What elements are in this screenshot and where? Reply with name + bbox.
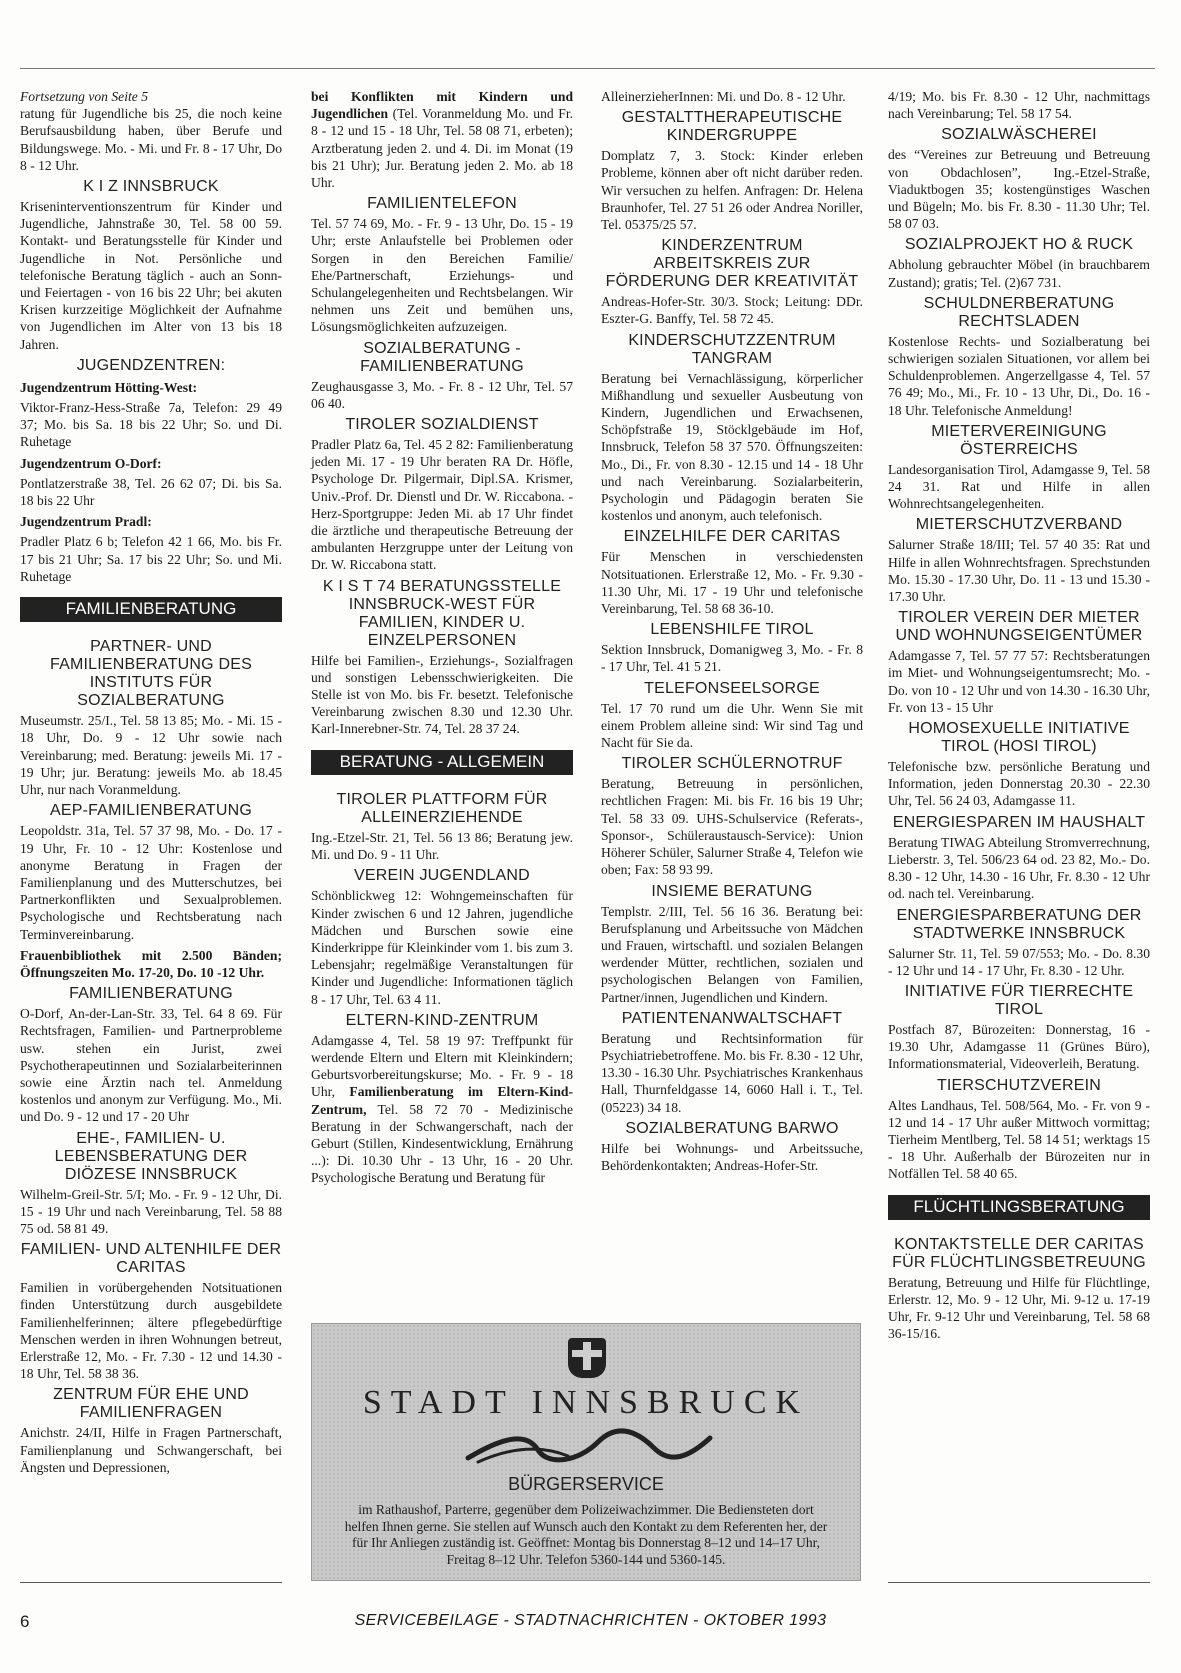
article-text: Beratung bei Vernachlässigung, körperlicher Mißhandlung und sexueller Ausbeutung von Kindern, Jugendlichen und Erwachsenen, Schöpfstraße 19, Stöcklgebäude im Hof, Innsbruck, Telefon 58 37 570. Öffnungszeiten: Mo., Di., Fr. von 8.30 - 12.15 und 14 - 18 Uhr und nach Vereinbarung. Sozialarbeiterin, Psychologin und Pädagogin beraten Sie kostenlos und anonym, auch telefonisch. <box>601 370 863 524</box>
article-text: Beratung, Betreuung und Hilfe für Flüchtlinge, Erlerstr. 12, Mo. 9 - 12 Uhr, Mi. 9-12 u. 17-19 Uhr, Fr. 9-12 Uhr und Vereinbarung, Tel. 58 68 36-15/16. <box>888 1274 1150 1342</box>
article-text: Landesorganisation Tirol, Adamgasse 9, Tel. 58 24 31. Rat und Hilfe in allen Wohnrechtsangelegenheiten. <box>888 461 1150 512</box>
article-text: des “Vereines zur Betreuung und Betreuung von Obdachlosen”, Ing.-Etzel-Straße, Viaduktbogen 35; kostengünstiges Waschen und Bügeln; Mo. bis Fr. 8.30 - 11.30 Uhr; Tel. 58 07 03. <box>888 147 1150 232</box>
section-heading: FAMILIENBERATUNG <box>69 985 233 1003</box>
section-heading: K I Z INNSBRUCK <box>83 178 219 196</box>
section-heading: ZENTRUM FÜR EHE UND FAMILIENFRAGEN <box>53 1386 249 1422</box>
article-text: (Tel. Voranmeldung Mo. und Fr. 8 - 12 und 15 - 18 Uhr, Tel. 58 08 71, erbeten); Arztberatung jeden 2. und 4. Di. im Monat (19 bis 21 Uhr); Jur. Beratung jeden 2. Mo. ab 18 Uhr. <box>311 106 573 191</box>
section-heading: TELEFONSEELSORGE <box>644 679 820 697</box>
section-heading: INITIATIVE FÜR TIERRECHTE TIROL <box>904 982 1134 1018</box>
article-text: Adamgasse 7, Tel. 57 77 57: Rechtsberatungen im Miet- und Wohnungseigentumsrecht; Mo. - Do. von 10 - 12 Uhr und von 14.30 - 16.30 Uhr, Fr. von 13 - 15 Uhr <box>888 648 1150 715</box>
section-heading: JUGENDZENTREN: <box>76 356 226 374</box>
section-heading: ELTERN-KIND-ZENTRUM <box>345 1011 539 1029</box>
buergerservice-ad <box>311 1323 861 1581</box>
article-text: Salurner Str. 11, Tel. 59 07/553; Mo. - Do. 8.30 - 12 Uhr und 14 - 17 Uhr, Fr. 8.30 - 12 Uhr. <box>888 945 1150 978</box>
article-text: Pradler Platz 6a, Tel. 45 2 82: Familienberatung jeden Mi. 17 - 19 Uhr beraten RA Dr. Höfle, Psychologe Dr. Pilgermair, Dipl.SA. Krismer, Univ.-Prof. Dr. Dienstl und Dr. W. Riccabona. - Herz-Sportgruppe: Jeden Mi. ab 17 Uhr findet die ärztliche und therapeutische Betreuung der ambulanten Herzgruppe unter der Leitung von Dr. W. Riccabona statt. <box>311 437 573 573</box>
section-heading: SOZIALBERATUNG - FAMILIENBERATUNG <box>360 339 524 375</box>
category-banner: FLÜCHTLINGSBERATUNG <box>888 1195 1150 1220</box>
article-text: Für Menschen in verschiedensten Notsituationen. Erlerstraße 12, Mo. - Fr. 9.30 - 11.30 Uhr, Mi. 17 - 19 Uhr und telefonische Vereinbarung, Tel. 58 68 36-10. <box>601 549 863 617</box>
column-4 <box>888 88 1150 1346</box>
article-text: Pontlatzerstraße 38, Tel. 26 62 07; Di. bis Sa. 18 bis 22 Uhr <box>20 475 282 509</box>
section-heading: KONTAKTSTELLE DER CARITAS FÜR FLÜCHTLINGSBETREUUNG <box>892 1235 1146 1271</box>
article-text: AlleinerzieherInnen: Mi. und Do. 8 - 12 Uhr. <box>601 89 846 104</box>
section-heading: EHE-, FAMILIEN- U. LEBENSBERATUNG DER DIÖZESE INNSBRUCK <box>54 1129 248 1183</box>
article-text: Beratung, Betreuung in persönlichen, rechtlichen Fragen: Mi. bis Fr. 16 bis 19 Uhr; Tel. 58 33 09. UHS-Schulservice (Referats-, Sponsor-, Schüleraustausch-Service): Union Höherer Schüler, Salurner Straße 4, Telefon wie oben; Fax: 58 93 99. <box>601 776 863 878</box>
section-heading: GESTALTTHERAPEUTISCHE KINDERGRUPPE <box>621 109 843 145</box>
bold-phrase: Familienberatung im Eltern-Kind-Zentrum, <box>311 1084 573 1117</box>
article-text: Kriseninterventionszentrum für Kinder und Jugendliche, Jahnstraße 30, Tel. 58 00 59. Kontakt- und Beratungsstelle für Kinder und Jugendliche in Not. Persönliche und telefonische Beratung täglich - auch an Sonn- und Feiertagen - von 16 bis 22 Uhr; bei akuten Krisen kurzzeitige Möglichkeit der Aufnahme von Jugendlichen im Alter von 13 bis 18 Jahren. <box>20 199 282 352</box>
section-heading: TIROLER SCHÜLERNOTRUF <box>621 755 843 773</box>
article-text: Beratung und Rechtsinformation für Psychiatriebetroffene. Mo. bis Fr. 8.30 - 12 Uhr, 13.30 - 16.30 Uhr. Psychiatrisches Krankenhaus Hall, Thurnfeldgasse 14, 6060 Hall i. T., Tel. (05223) 34 18. <box>601 1030 864 1115</box>
bold-note: Frauenbibliothek mit 2.500 Bänden; Öffnungszeiten Mo. 17-20, Do. 10 -12 Uhr. <box>20 947 282 980</box>
article-text: 4/19; Mo. bis Fr. 8.30 - 12 Uhr, nachmittags nach Vereinbarung; Tel. 58 17 54. <box>888 89 1150 122</box>
column-1 <box>20 88 282 1479</box>
bottom-rule <box>20 1582 282 1583</box>
article-text: Altes Landhaus, Tel. 508/564, Mo. - Fr. von 9 - 12 und 14 - 17 Uhr außer Mittwoch vormittag; Tierheim Mentlberg, Tel. 58 14 51; werktags 15 - 18 Uhr. Außerhalb der Bürozeiten nur in Notfällen Tel. 58 40 65. <box>888 1097 1150 1182</box>
section-heading: SOZIALBERATUNG BARWO <box>625 1119 839 1137</box>
article-text: Viktor-Franz-Hess-Straße 7a, Telefon: 29 49 37; Mo. bis Sa. 18 bis 22 Uhr; So. und Di. Ruhetage <box>20 400 282 450</box>
article-text: Beratung TIWAG Abteilung Stromverrechnung, Lieberstr. 3, Tel. 506/23 64 od. 23 82, Mo.- Do. 8.30 - 12 Uhr, 14.30 - 16 Uhr, Fr. 8.30 - 12 Uhr od. nach tel. Vereinbarung. <box>888 834 1150 902</box>
city-crest-icon <box>568 1338 606 1378</box>
article-text <box>311 1032 573 1187</box>
section-heading: K I S T 74 BERATUNGSSTELLE INNSBRUCK-WEST FÜR FAMILIEN, KINDER U. EINZELPERSONEN <box>322 577 562 649</box>
article-text: Pradler Platz 6 b; Telefon 42 1 66, Mo. bis Fr. 17 bis 21 Uhr; Sa. 17 bis 22 Uhr; So. und Mi. Ruhetage <box>20 534 282 584</box>
subheading: Jugendzentrum Pradl: <box>20 514 152 530</box>
section-heading: SCHULDNERBERATUNG RECHTSLADEN <box>923 294 1115 330</box>
article-text: Sektion Innsbruck, Domanigweg 3, Mo. - Fr. 8 - 17 Uhr, Tel. 41 5 21. <box>601 642 863 675</box>
section-heading: KINDERZENTRUM ARBEITSKREIS ZUR FÖRDERUNG DER KREATIVITÄT <box>605 237 859 291</box>
section-heading: TIROLER VEREIN DER MIETER UND WOHNUNGSEIGENTÜMER <box>895 609 1143 645</box>
article-text: Tel. 58 72 70 - Medizinische Beratung in der Schwangerschaft, nach der Geburt (Stillen, Kindesentwicklung, Ernährung ...): Di. 10.30 Uhr - 13 Uhr, 16 - 20 Uhr. Psychologische Beratung und Beratung für <box>311 1101 573 1186</box>
section-heading: MIETERVEREINIGUNG ÖSTERREICHS <box>931 422 1107 458</box>
article-text: Wilhelm-Greil-Str. 5/I; Mo. - Fr. 9 - 12 Uhr, Di. 15 - 19 Uhr und nach Vereinbarung, Tel. 58 88 75 od. 58 81 49. <box>20 1186 282 1236</box>
section-heading: SOZIALWÄSCHEREI <box>941 126 1097 144</box>
article-text: Templstr. 2/III, Tel. 56 16 36. Beratung bei: Berufsplanung und Arbeitssuche von Mädchen und Frauen, wirtschaftl. und sozialen Belangen werdender Mütter, rechtlichen, sozialen und psychologischen Belangen von Familien, Partner/innen, Jugendlichen und Kindern. <box>601 903 863 1005</box>
article-text: Tel. 57 74 69, Mo. - Fr. 9 - 13 Uhr, Do. 15 - 19 Uhr; erste Anlaufstelle bei Problemen oder Sorgen in den Bereichen Familie/ Ehe/Partnerschaft, Erziehungs- und Schulangelegenheiten und Rechtsbelangen. Wir nehmen uns Zeit und bemühen uns, Lösungsmöglichkeiten aufzuzeigen. <box>311 216 573 335</box>
section-heading: ENERGIESPAREN IM HAUSHALT <box>892 813 1146 831</box>
bold-phrase: bei Konflikten mit Kindern und Jugendlichen <box>311 89 573 122</box>
column-2 <box>311 88 573 1190</box>
article-text: Domplatz 7, 3. Stock: Kinder erleben Probleme, können aber oft nicht darüber reden. Wir versuchen zu helfen. Anfragen: Dr. Helena Braunhofer, Tel. 27 51 26 oder Andrea Noriller, Tel. 05375/25 57. <box>601 148 863 233</box>
article-text: Andreas-Hofer-Str. 30/3. Stock; Leitung: DDr. Eszter-G. Banffy, Tel. 58 72 45. <box>601 294 863 327</box>
footer-title: SERVICEBEILAGE - STADTNACHRICHTEN - OKTOBER 1993 <box>354 1612 827 1629</box>
section-heading: LEBENSHILFE TIROL <box>650 621 814 639</box>
section-heading: PATIENTENANWALTSCHAFT <box>621 1009 843 1027</box>
section-heading: VEREIN JUGENDLAND <box>354 867 530 885</box>
article-text: Schönblickweg 12: Wohngemeinschaften für Kinder zwischen 6 und 12 Jahren, jugendliche Mädchen und Burschen sowie eine Kinderkrippe für Kleinkinder vom 1. bis zum 3. Lebensjahr; regelmäßige Veranstaltungen für Kinder und Jugendliche: Informationen täglich 8 - 17 Uhr, Tel. 63 4 11. <box>311 888 573 1007</box>
section-heading: HOMOSEXUELLE INITIATIVE TIROL (HOSI TIROL) <box>908 720 1130 756</box>
article-text: Ing.-Etzel-Str. 21, Tel. 56 13 86; Beratung jew. Mi. und Do. 9 - 11 Uhr. <box>311 829 573 863</box>
wave-logo-icon <box>458 1428 718 1466</box>
section-heading: AEP-FAMILIENBERATUNG <box>50 802 252 820</box>
column-3 <box>601 88 863 1177</box>
article-text: Hilfe bei Wohnungs- und Arbeitssuche, Behördenkontakten; Andreas-Hofer-Str. <box>601 1140 863 1173</box>
article-text: Museumstr. 25/I., Tel. 58 13 85; Mo. - Mi. 15 - 18 Uhr, Do. 9 - 12 Uhr sowie nach Vereinbarung; med. Beratung: jeweils Mi. 17 - 19 Uhr; jur. Beratung: jeweils Mo. ab 18.45 Uhr, nur nach Voranmeldung. <box>20 713 282 798</box>
section-heading: KINDERSCHUTZZENTRUM TANGRAM <box>628 331 836 367</box>
section-heading: EINZELHILFE DER CARITAS <box>623 528 841 546</box>
section-heading: INSIEME BERATUNG <box>651 882 813 900</box>
article-text: Zeughausgasse 3, Mo. - Fr. 8 - 12 Uhr, Tel. 57 06 40. <box>311 378 573 411</box>
section-heading: PARTNER- UND FAMILIENBERATUNG DES INSTITUTS FÜR SOZIALBERATUNG <box>50 638 252 710</box>
bottom-rule <box>888 1582 1150 1583</box>
article-text: O-Dorf, An-der-Lan-Str. 33, Tel. 64 8 69. Für Rechtsfragen, Familien- und Partnerprobleme usw. stehen ein Jurist, zwei Psychotherapeutinnen und Sozialarbeiterinnen sowie eine Ärztin nach tel. Anmeldung kostenlos und anonym zur Verfügung. Mo., Mi. und Do. 9 - 12 und 17 - 20 Uhr <box>20 1006 282 1125</box>
ad-city-name: STADT INNSBRUCK <box>362 1384 810 1421</box>
subheading: Jugendzentrum Hötting-West: <box>20 379 198 395</box>
article-text: Leopoldstr. 31a, Tel. 57 37 98, Mo. - Do. 17 - 19 Uhr, Fr. 10 - 12 Uhr: Kostenlose und anonyme Beratung in Fragen der Familienplanung und des Mutterschutzes, bei Partnerkonflikten und Sexualproblemen. Psychologische und Rechtsberatung nach Terminvereinbarung. <box>20 823 282 942</box>
section-heading: FAMILIENTELEFON <box>367 195 517 213</box>
article-text: Tel. 17 70 rund um die Uhr. Wenn Sie mit einem Problem alleine sind: Wir sind Tag und Nacht für Sie da. <box>601 700 863 751</box>
article-text: Familien in vorübergehenden Notsituationen finden Unterstützung durch ausgebildete Familienhelferinnen; ältere pflegebedürftige Menschen werden in ihren Wohnungen betreut, Erlerstraße 12, Mo. - Fr. 7.30 - 12 und 14.30 - 18 Uhr, Tel. 58 38 36. <box>20 1280 282 1382</box>
article-text: Postfach 87, Bürozeiten: Donnerstag, 16 - 19.30 Uhr, Adamgasse 11 (Grünes Büro), Informationsmaterial, Videoverleih, Beratung. <box>888 1021 1150 1072</box>
subheading: Jugendzentrum O-Dorf: <box>20 455 162 471</box>
category-banner: FAMILIENBERATUNG <box>20 597 282 622</box>
article-text <box>311 88 573 191</box>
section-heading: ENERGIESPARBERATUNG DER STADTWERKE INNSBRUCK <box>896 906 1142 942</box>
article-text: Salurner Straße 18/III; Tel. 57 40 35: Rat und Hilfe in allen Wohnrechtsfragen. Sprechstunden Mo. 15.30 - 17.30 Uhr, Do. 11 - 13 und 15.30 - 17.30 Uhr. <box>888 537 1150 605</box>
article-text: Abholung gebrauchter Möbel (in brauchbarem Zustand); gratis; Tel. (2)67 731. <box>888 257 1150 290</box>
section-heading: TIERSCHUTZVEREIN <box>936 1076 1102 1094</box>
ad-title: BÜRGERSERVICE <box>508 1474 664 1494</box>
article-text: Telefonische bzw. persönliche Beratung und Information, jeden Donnerstag 20.30 - 22.30 Uhr, Tel. 56 24 03, Adamgasse 11. <box>888 759 1150 809</box>
section-heading: TIROLER SOZIALDIENST <box>345 416 539 434</box>
article-text: Kostenlose Rechts- und Sozialberatung bei schwierigen sozialen Situationen, vor allem bei Schuldenproblemen. Angerzellgasse 4, Tel. 57 76 49; Mo., Mi., Fr. 10 - 13 Uhr, Di., Do. 16 - 18 Uhr. Telefonische Anmeldung! <box>888 333 1150 418</box>
section-heading: SOZIALPROJEKT HO & RUCK <box>904 236 1134 254</box>
section-heading: MIETERSCHUTZVERBAND <box>915 516 1123 534</box>
article-text: Hilfe bei Familien-, Erziehungs-, Sozialfragen und sonstigen Lebensschwierigkeiten. Die Stelle ist von Mo. bis Fr. besetzt. Telefonische Vereinbarung zwischen 8.30 und 12.30 Uhr. Karl-Innerebner-Str. 74, Tel. 28 37 24. <box>311 652 573 737</box>
article-text: Adamgasse 4, Tel. 58 19 97: Treffpunkt für werdende Eltern und Eltern mit Kleinkindern; Geburtsvorbereitungskurse; Mo. - Fr. 9 - 18 Uhr, <box>311 1032 573 1100</box>
continuation-label: Fortsetzung von Seite 5 <box>20 89 148 104</box>
ad-text: im Rathaushof, Parterre, gegenüber dem Polizeiwachzimmer. Die Bediensteten dort helfen Ihnen gerne. Sie stellen auf Wunsch auch den Kontakt zu dem Referenten her, der für Ihr Anliegen zuständig ist. Geöffnet: Montag bis Donnerstag 8–12 und 14–17 Uhr, Freitag 8–12 Uhr. Telefon 5360-144 und 5360-145. <box>344 1502 828 1567</box>
section-heading: TIROLER PLATTFORM FÜR ALLEINERZIEHENDE <box>336 790 548 826</box>
section-heading: FAMILIEN- UND ALTENHILFE DER CARITAS <box>20 1241 282 1277</box>
page-number: 6 <box>20 1612 30 1631</box>
category-banner: BERATUNG - ALLGEMEIN <box>311 750 573 775</box>
top-rule <box>20 68 1155 69</box>
article-text: Anichstr. 24/II, Hilfe in Fragen Partnerschaft, Familienplanung und Schwangerschaft, bei Ängsten und Depressionen, <box>20 1425 282 1475</box>
article-text: ratung für Jugendliche bis 25, die noch keine Berufsausbildung haben, über Berufe und Bildungswege. Mo. - Mi. und Fr. 8 - 17 Uhr, Do 8 - 12 Uhr. <box>20 106 282 173</box>
